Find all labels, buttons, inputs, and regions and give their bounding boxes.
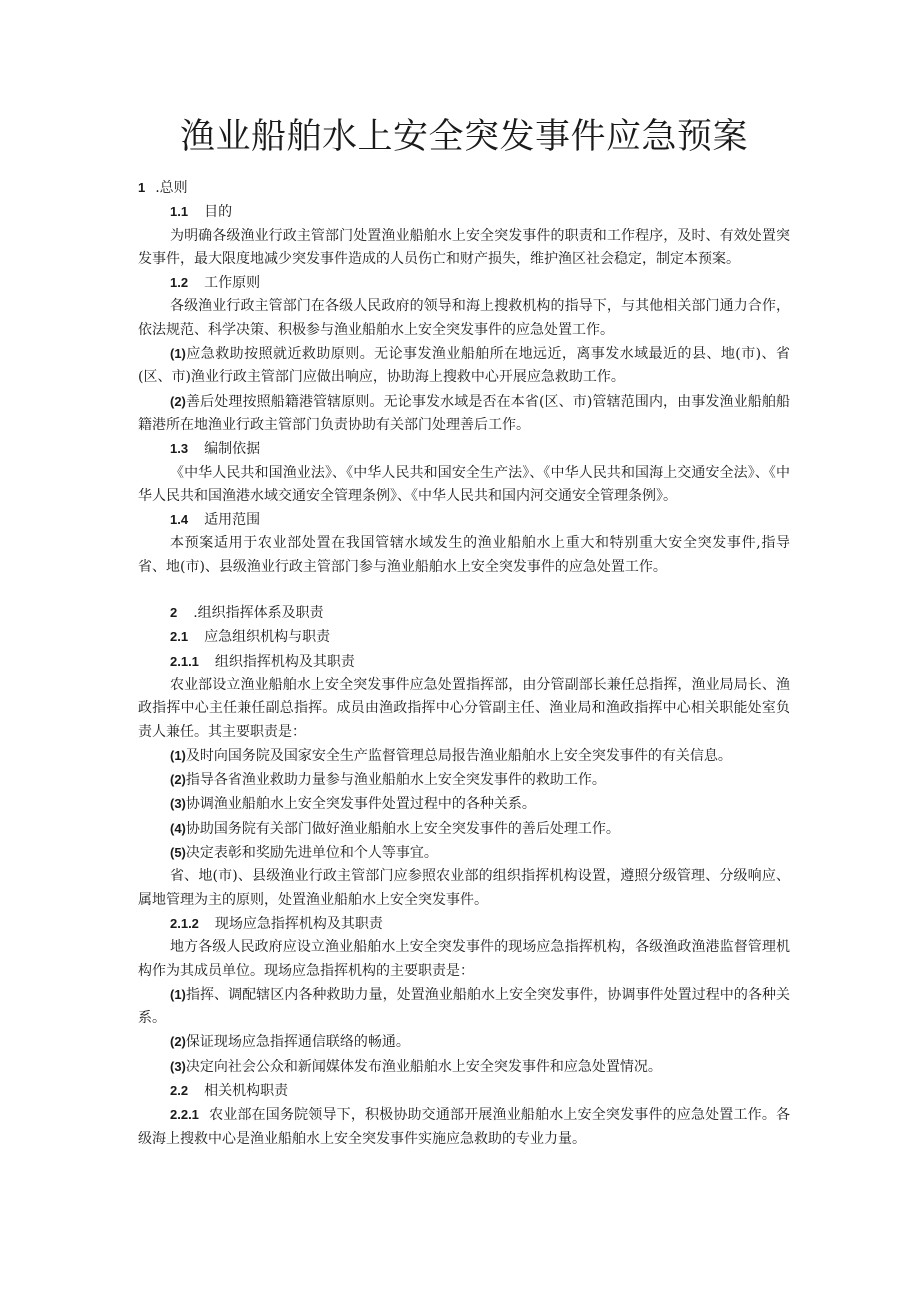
item-number: (1) — [170, 747, 186, 763]
item-text: 协调渔业船舶水上安全突发事件处置过程中的各种关系。 — [185, 796, 536, 813]
section-label: 应急组织机构与职责 — [204, 629, 331, 646]
paragraph-text: 农业部在国务院领导下，积极协助交通部开展渔业船舶水上安全突发事件的应急处置工作。各级海上搜救中心是渔业船舶水上安全突发事件实施应急救助的专业力量。 — [138, 1107, 790, 1147]
section-number: 2 — [170, 605, 178, 621]
section-2-1-1-heading — [138, 650, 790, 674]
list-item — [138, 817, 790, 841]
section-label: 目的 — [204, 204, 233, 221]
section-1-3-heading — [138, 437, 790, 461]
section-1-4-heading — [138, 508, 790, 532]
section-number: 1.4 — [170, 512, 189, 528]
item-text: 决定向社会公众和新闻媒体发布渔业船舶水上安全突发事件和应急处置情况。 — [185, 1058, 662, 1075]
item-number: (3) — [170, 796, 186, 812]
item-number: (3) — [170, 1058, 186, 1074]
section-number: 2.1.1 — [170, 653, 199, 669]
item-text: 应急救助按照就近救助原则。无论事发渔业船舶所在地远近，离事发水域最近的县、地(市)、省(区、市)渔业行政主管部门应做出响应，协助海上搜救中心开展应急救助工作。 — [138, 346, 790, 386]
list-item — [138, 342, 790, 390]
paragraph: 省、地(市)、县级渔业行政主管部门应参照农业部的组织指挥机构设置，遵照分级管理、分级响应、属地管理为主的原则，处置渔业船舶水上安全突发事件。 — [138, 868, 790, 908]
item-text: 善后处理按照船籍港管辖原则。无论事发水域是否在本省(区、市)管辖范围内，由事发渔业船舶船籍港所在地渔业行政主管部门负责协助有关部门处理善后工作。 — [138, 393, 790, 433]
paragraph: 为明确各级渔业行政主管部门处置渔业船舶水上安全突发事件的职责和工作程序，及时、有效处置突发事件，最大限度地减少突发事件造成的人员伤亡和财产损失，维护渔区社会稳定，制定本预案。 — [138, 227, 790, 267]
section-label: .组织指挥体系及职责 — [193, 605, 324, 622]
section-number: 2.2 — [170, 1082, 189, 1098]
list-item — [138, 1055, 790, 1079]
paragraph: 农业部设立渔业船舶水上安全突发事件应急处置指挥部，由分管副部长兼任总指挥，渔业局局长、渔政指挥中心主任兼任副总指挥。成员由渔政指挥中心分管副主任、渔业局和渔政指挥中心相关职能处室负责人兼任。其主要职责是： — [138, 676, 790, 740]
section-label: 相关机构职责 — [204, 1082, 289, 1099]
section-1-heading — [138, 176, 790, 200]
paragraph: 本预案适用于农业部处置在我国管辖水域发生的渔业船舶水上重大和特别重大安全突发事件,指导省、地(市)、县级渔业行政主管部门参与渔业船舶水上安全突发事件的应急处置工作。 — [138, 535, 790, 575]
list-item — [138, 792, 790, 816]
list-item — [138, 768, 790, 792]
section-2-heading — [138, 601, 790, 625]
item-number: (4) — [170, 820, 186, 836]
section-number: 1 — [138, 180, 146, 195]
paragraph: 地方各级人民政府应设立渔业船舶水上安全突发事件的现场应急指挥机构，各级渔政渔港监督管理机构作为其成员单位。现场应急指挥机构的主要职责是： — [138, 939, 790, 979]
item-number: (2) — [170, 1034, 186, 1050]
section-2-1-heading — [138, 625, 790, 649]
section-label: .总则 — [155, 180, 188, 196]
paragraph — [138, 1103, 790, 1151]
item-text: 及时向国务院及国家安全生产监督管理总局报告渔业船舶水上安全突发事件的有关信息。 — [185, 747, 732, 764]
section-label: 现场应急指挥机构及其职责 — [214, 915, 383, 932]
item-text: 指挥、调配辖区内各种救助力量，处置渔业船舶水上安全突发事件，协调事件处置过程中的各种关系。 — [138, 986, 790, 1027]
section-number: 2.1.2 — [170, 915, 199, 931]
section-2-2-heading — [138, 1079, 790, 1103]
paragraph: 各级渔业行政主管部门在各级人民政府的领导和海上搜救机构的指导下，与其他相关部门通力合作，依法规范、科学决策、积极参与渔业船舶水上安全突发事件的应急处置工作。 — [138, 298, 790, 338]
section-number: 2.1 — [170, 629, 189, 645]
section-gap — [138, 579, 790, 601]
section-label: 适用范围 — [204, 512, 261, 529]
section-label: 组织指挥机构及其职责 — [214, 653, 355, 670]
item-text: 保证现场应急指挥通信联络的畅通。 — [185, 1034, 410, 1051]
item-number: (2) — [170, 772, 186, 788]
section-number: 2.2.1 — [170, 1107, 199, 1123]
list-item — [138, 1030, 790, 1054]
item-text: 协助国务院有关部门做好渔业船舶水上安全突发事件的善后处理工作。 — [185, 820, 620, 837]
section-1-1-heading — [138, 200, 790, 224]
section-number: 1.1 — [170, 204, 189, 220]
item-number: (2) — [170, 393, 186, 409]
section-label: 编制依据 — [204, 441, 261, 458]
item-number: (1) — [170, 986, 186, 1002]
document-page — [138, 112, 790, 1151]
section-label: 工作原则 — [204, 275, 261, 292]
list-item — [138, 983, 790, 1031]
item-text: 决定表彰和奖励先进单位和个人等事宜。 — [185, 845, 438, 862]
list-item — [138, 841, 790, 865]
section-number: 1.2 — [170, 275, 189, 291]
item-number: (5) — [170, 845, 186, 861]
list-item — [138, 390, 790, 438]
paragraph: 《中华人民共和国渔业法》、《中华人民共和国安全生产法》、《中华人民共和国海上交通安全法》、《中华人民共和国渔港水域交通安全管理条例》、《中华人民共和国内河交通安全管理条例》。 — [138, 464, 790, 504]
list-item — [138, 744, 790, 768]
section-2-1-2-heading — [138, 912, 790, 936]
section-1-2-heading — [138, 271, 790, 295]
section-number: 1.3 — [170, 441, 189, 457]
item-number: (1) — [170, 346, 186, 362]
document-title: 渔业船舶水上安全突发事件应急预案 — [179, 117, 748, 157]
item-text: 指导各省渔业救助力量参与渔业船舶水上安全突发事件的救助工作。 — [185, 772, 606, 789]
